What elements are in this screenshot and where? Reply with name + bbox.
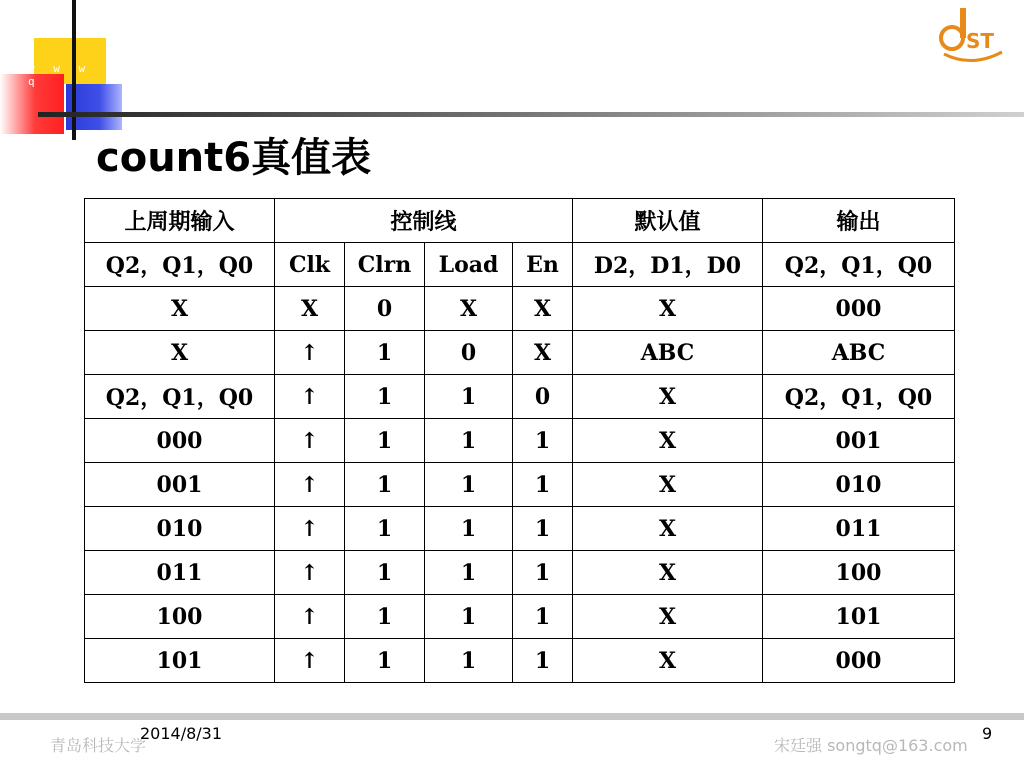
table-row	[85, 463, 955, 507]
sub-header-row	[85, 243, 955, 287]
table-cell: 001	[85, 463, 275, 507]
footer-university: 青岛科技大学	[50, 736, 147, 755]
table-cell: 1	[425, 463, 513, 507]
table-cell: X	[513, 331, 573, 375]
page-number: 9	[982, 724, 993, 743]
table-cell: Q2，Q1，Q0	[85, 375, 275, 419]
table-cell: X	[573, 463, 763, 507]
table-cell: 000	[763, 287, 955, 331]
table-cell: 1	[345, 331, 425, 375]
table-cell: ↑	[275, 507, 345, 551]
table-cell: 001	[763, 419, 955, 463]
group-header-row	[85, 199, 955, 243]
table-cell: 1	[345, 551, 425, 595]
table-cell: 1	[345, 595, 425, 639]
table-cell: ↑	[275, 463, 345, 507]
table-cell: 1	[425, 375, 513, 419]
table-cell: X	[573, 507, 763, 551]
table-cell: X	[513, 287, 573, 331]
qust-logo	[936, 6, 1008, 66]
table-cell: 100	[85, 595, 275, 639]
table-cell: 0	[513, 375, 573, 419]
subheader-cell: Clk	[275, 243, 345, 287]
table-cell: ABC	[763, 331, 955, 375]
qust-logo-icon	[936, 6, 1008, 66]
table-row	[85, 551, 955, 595]
table-cell: X	[573, 419, 763, 463]
table-cell: 1	[425, 639, 513, 683]
slide-title: count6真值表	[96, 135, 372, 181]
table-cell: 1	[513, 639, 573, 683]
footer-bar	[0, 713, 1024, 720]
table-cell: ↑	[275, 595, 345, 639]
table-cell: 1	[513, 507, 573, 551]
table-cell: X	[573, 551, 763, 595]
table-cell: ↑	[275, 639, 345, 683]
table-cell: 100	[763, 551, 955, 595]
table-cell: 011	[763, 507, 955, 551]
subheader-cell: En	[513, 243, 573, 287]
table-cell: 0	[425, 331, 513, 375]
table-cell: 1	[425, 551, 513, 595]
header-control-lines: 控制线	[275, 199, 573, 243]
table-cell: 1	[425, 507, 513, 551]
table-row	[85, 639, 955, 683]
corner-decoration	[0, 0, 140, 140]
table-cell: X	[573, 287, 763, 331]
table-cell: X	[85, 331, 275, 375]
table-cell: ↑	[275, 551, 345, 595]
table-row	[85, 287, 955, 331]
table-cell: 1	[345, 419, 425, 463]
truth-table	[84, 198, 955, 683]
subheader-cell: Q2，Q1，Q0	[763, 243, 955, 287]
table-cell: 1	[345, 639, 425, 683]
table-cell: 1	[513, 551, 573, 595]
header-previous-input: 上周期输入	[85, 199, 275, 243]
table-row	[85, 331, 955, 375]
table-cell: 1	[425, 419, 513, 463]
subheader-cell: D2，D1，D0	[573, 243, 763, 287]
www-watermark: w w w . q	[28, 62, 117, 88]
svg-text:ST: ST	[966, 29, 995, 53]
table-cell: 011	[85, 551, 275, 595]
table-cell: 1	[345, 463, 425, 507]
table-row	[85, 375, 955, 419]
table-cell: 1	[345, 375, 425, 419]
table-cell: ↑	[275, 331, 345, 375]
header-rule	[38, 112, 1024, 117]
footer-date: 2014/8/31	[140, 724, 223, 743]
table-cell: Q2，Q1，Q0	[763, 375, 955, 419]
header-default-value: 默认值	[573, 199, 763, 243]
table-cell: X	[573, 595, 763, 639]
table-cell: 101	[85, 639, 275, 683]
table-cell: 000	[763, 639, 955, 683]
table-cell: X	[425, 287, 513, 331]
table-row	[85, 507, 955, 551]
table-cell: ↑	[275, 419, 345, 463]
subheader-cell: Load	[425, 243, 513, 287]
table-cell: 000	[85, 419, 275, 463]
table-cell: X	[275, 287, 345, 331]
table-cell: 1	[425, 595, 513, 639]
table-cell: X	[573, 375, 763, 419]
subheader-cell: Clrn	[345, 243, 425, 287]
table-cell: 1	[513, 595, 573, 639]
table-cell: 101	[763, 595, 955, 639]
table-cell: ABC	[573, 331, 763, 375]
table-cell: 1	[513, 419, 573, 463]
table-cell: 010	[85, 507, 275, 551]
table-row	[85, 419, 955, 463]
table-cell: ↑	[275, 375, 345, 419]
footer-author: 宋廷强 songtq@163.com	[774, 736, 968, 755]
table-cell: X	[85, 287, 275, 331]
table-cell: 1	[345, 507, 425, 551]
table-cell: 010	[763, 463, 955, 507]
table-cell: X	[573, 639, 763, 683]
header-output: 输出	[763, 199, 955, 243]
table-cell: 0	[345, 287, 425, 331]
table-row	[85, 595, 955, 639]
table-cell: 1	[513, 463, 573, 507]
subheader-cell: Q2，Q1，Q0	[85, 243, 275, 287]
